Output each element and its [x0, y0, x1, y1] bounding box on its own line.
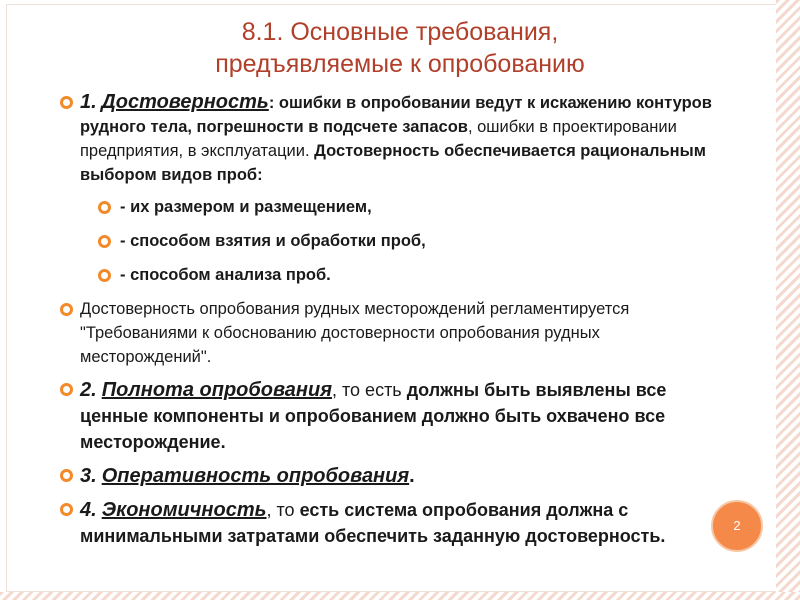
slide-content: [60, 90, 720, 557]
reliability-text-1: ошибки в опробовании ведут к искажению контуров рудного тела, погрешности в подсчете запасов: [80, 94, 712, 136]
title-line-1: 8.1. Основные требования,: [241, 18, 559, 46]
paragraph-completeness: [60, 377, 720, 455]
term-economy: Экономичность: [101, 499, 267, 521]
reliability-text-3: Достоверность обеспечивается рациональным выбором видов проб:: [80, 142, 706, 184]
item-number: 1.: [80, 91, 97, 113]
slide-title: [60, 16, 740, 80]
term-promptness: Оперативность опробования: [101, 465, 410, 487]
paragraph-reliability: [60, 90, 720, 187]
bullet-icon: [98, 269, 111, 282]
colon: :: [268, 94, 275, 112]
completeness-text-2: должны быть выявлены все ценные компоненты и опробованием должно быть охвачено все месторождение.: [80, 380, 667, 452]
item-number: 4.: [80, 499, 97, 521]
economy-text-2: есть система опробования должна с минимальными затратами обеспечить заданную достоверность.: [80, 500, 666, 546]
bullet-icon: [98, 201, 111, 214]
item-number: 3.: [80, 465, 97, 487]
period: .: [409, 465, 415, 487]
completeness-text-1: , то есть: [332, 380, 402, 400]
bullet-icon: [60, 469, 73, 482]
paragraph-economy: [60, 497, 720, 549]
bullet-icon: [60, 303, 73, 316]
sub-item-analysis: [60, 263, 720, 287]
page-number-badge: 2: [711, 500, 763, 552]
paragraph-promptness: [60, 463, 720, 489]
economy-text-1: , то: [266, 500, 295, 520]
bullet-icon: [60, 383, 73, 396]
regulation-text: Достоверность опробования рудных месторождений регламентируется "Требованиями к обоснованию достоверности опробования рудных месторождений".: [80, 300, 630, 366]
bullet-icon: [60, 503, 73, 516]
term-reliability: Достоверность: [101, 91, 269, 113]
paragraph-regulation: [60, 297, 720, 369]
decorative-stripe-bottom: [0, 592, 800, 600]
sub-item-text: - способом взятия и обработки проб,: [120, 232, 426, 250]
sub-item-text: - их размером и размещением,: [120, 198, 372, 216]
decorative-stripe-right: [776, 0, 800, 600]
reliability-text-2: , ошибки в проектировании предприятия, в эксплуатации.: [80, 118, 677, 160]
title-line-2: предъявляемые к опробованию: [215, 50, 585, 78]
sub-item-method: [60, 229, 720, 253]
sub-item-text: - способом анализа проб.: [120, 266, 331, 284]
bullet-icon: [98, 235, 111, 248]
item-number: 2.: [80, 379, 97, 401]
bullet-icon: [60, 96, 73, 109]
sub-item-size: [60, 195, 720, 219]
term-completeness: Полнота опробования: [101, 379, 332, 401]
